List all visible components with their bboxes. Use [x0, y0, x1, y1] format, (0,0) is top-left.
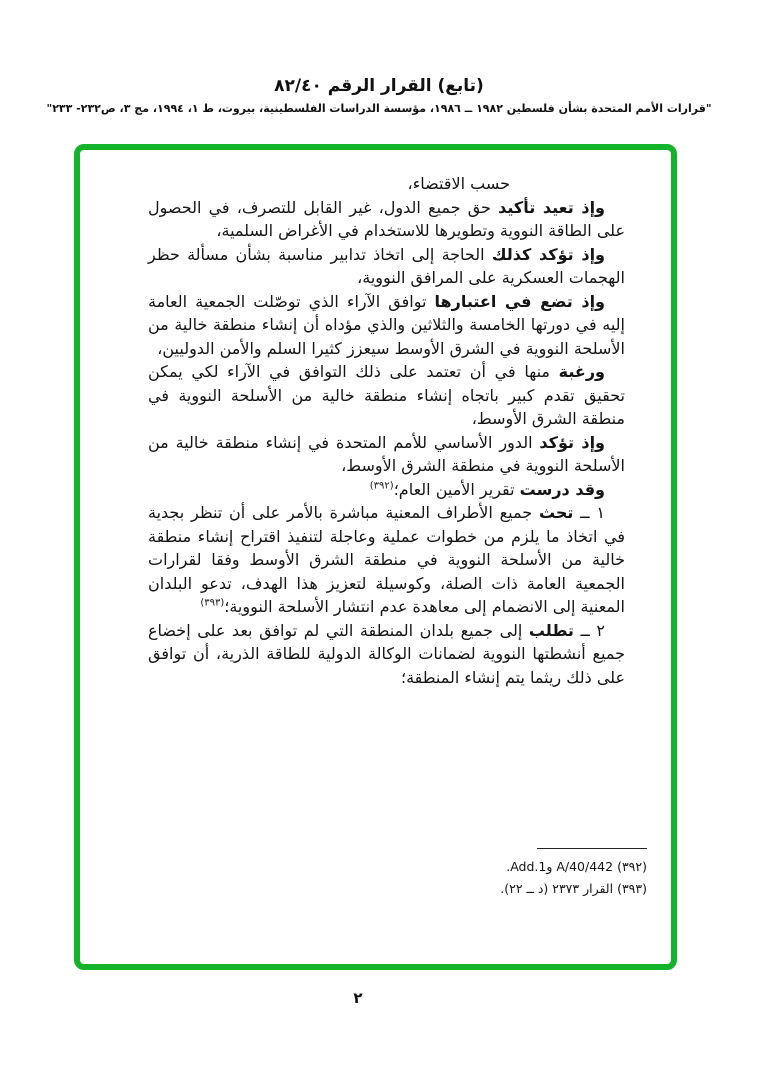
paragraph-text: منها في أن تعتمد على ذلك التوافق في الآراء لكي يمكن تحقيق تقدم كبير باتجاه إنشاء منطقة خالية من الأسلحة النووية في منطقة الشرق الأوسط،: [148, 362, 625, 428]
footnotes-list: [136, 856, 647, 900]
footnote-text: A/40/442 وAdd.1.: [506, 859, 614, 874]
paragraph-text: حق جميع الدول، غير القابل للتصرف، في الحصول على الطاقة النووية وتطويرها للاستخدام في الأغراض السلمية،: [148, 197, 625, 240]
paragraph-lead: وإذ تؤكد: [539, 432, 605, 452]
paragraph-lead: وإذ تعيد تأكيد: [498, 197, 605, 217]
footnote-item: [136, 856, 647, 878]
highlight-frame: [74, 144, 677, 970]
footnote-text: القرار ٢٣٧٣ (د ــ ٢٢).: [500, 881, 614, 896]
paragraph-text: حسب الاقتضاء،: [407, 174, 510, 193]
body-paragraph: [148, 360, 625, 431]
page-number: ٢: [353, 989, 363, 1007]
paragraph-number: ٢ ــ: [573, 620, 605, 640]
paragraph-lead: تطلب: [528, 620, 574, 640]
paragraph-text: الدور الأساسي للأمم المتحدة في إنشاء منطقة خالية من الأسلحة النووية في منطقة الشرق الأوسط،: [148, 432, 625, 475]
paragraph-lead: ورغبة: [558, 362, 605, 381]
body-paragraph: [148, 619, 625, 690]
footnote-item: [136, 878, 647, 900]
paragraph-lead: وقد درست: [519, 479, 605, 499]
footnote-ref: (٣٩٢): [369, 480, 394, 492]
paragraph-number: ١ ــ: [573, 503, 606, 522]
body-paragraph: [148, 196, 625, 243]
body-paragraph: [148, 290, 625, 361]
footnotes-section: [136, 848, 647, 900]
footnote-label: (٣٩٢): [613, 859, 647, 874]
source-citation: "قرارات الأمم المتحدة بشأن فلسطين ١٩٨٢ ــ ١٩٨٦، مؤسسة الدراسات الفلسطينية، بيروت، ط ١، ١٩٩٤، مج ٣، ص٢٣٢- ٢٣٣": [46, 102, 712, 115]
page-header: [0, 76, 758, 115]
paragraph-lead: تحث: [538, 503, 574, 522]
resolution-title: (تابع) القرار الرقم ٨٢/٤٠: [274, 76, 484, 96]
paragraph-lead: وإذ تؤكد كذلك: [491, 244, 605, 264]
paragraph-text: جميع الأطراف المعنية مباشرة بالأمر على أن تنظر بجدية في اتخاذ ما يلزم من خطوات عملية وعاجلة لتنفيذ اقتراح إنشاء منطقة خالية من الأسلحة النووية في منطقة الشرق الأوسط وفقا لقرارات الجمعية العامة ذات الصلة، وكوسيلة لتعزيز هذا الهدف، تدعو البلدان المعنية إلى الانضمام إلى معاهدة عدم انتشار الأسلحة النووية؛: [148, 503, 625, 616]
body-paragraph: [148, 431, 625, 478]
body-paragraph: [148, 243, 625, 290]
body-paragraph: [148, 501, 625, 619]
paragraphs-container: [148, 172, 625, 689]
footnote-label: (٣٩٣): [613, 881, 647, 896]
footnote-ref: (٣٩٣): [200, 597, 225, 609]
body-paragraph: [148, 478, 625, 502]
paragraph-lead: وإذ تضع في اعتبارها: [434, 291, 605, 311]
paragraph-text: تقرير الأمين العام؛: [393, 479, 520, 499]
body-paragraph: [148, 172, 625, 196]
resolution-body: [80, 150, 671, 689]
footnote-separator: [537, 848, 647, 849]
paragraph-text: توافق الآراء الذي توصّلت الجمعية العامة إليه في دورتها الخامسة والثلاثين والذي مؤداه أن إنشاء منطقة خالية من الأسلحة النووية في الشرق الأوسط سيعزز كثيرا السلم والأمن الدوليين،: [148, 291, 625, 358]
paragraph-text: إلى جميع بلدان المنطقة التي لم توافق بعد على إخضاع جميع أنشطتها النووية لضمانات الوكالة الدولية للطاقة الذرية، أن توافق على ذلك ريثما يتم إنشاء المنطقة؛: [148, 620, 625, 687]
paragraph-text: الحاجة إلى اتخاذ تدابير مناسبة بشأن مسألة حظر الهجمات العسكرية على المرافق النووية،: [148, 244, 625, 287]
